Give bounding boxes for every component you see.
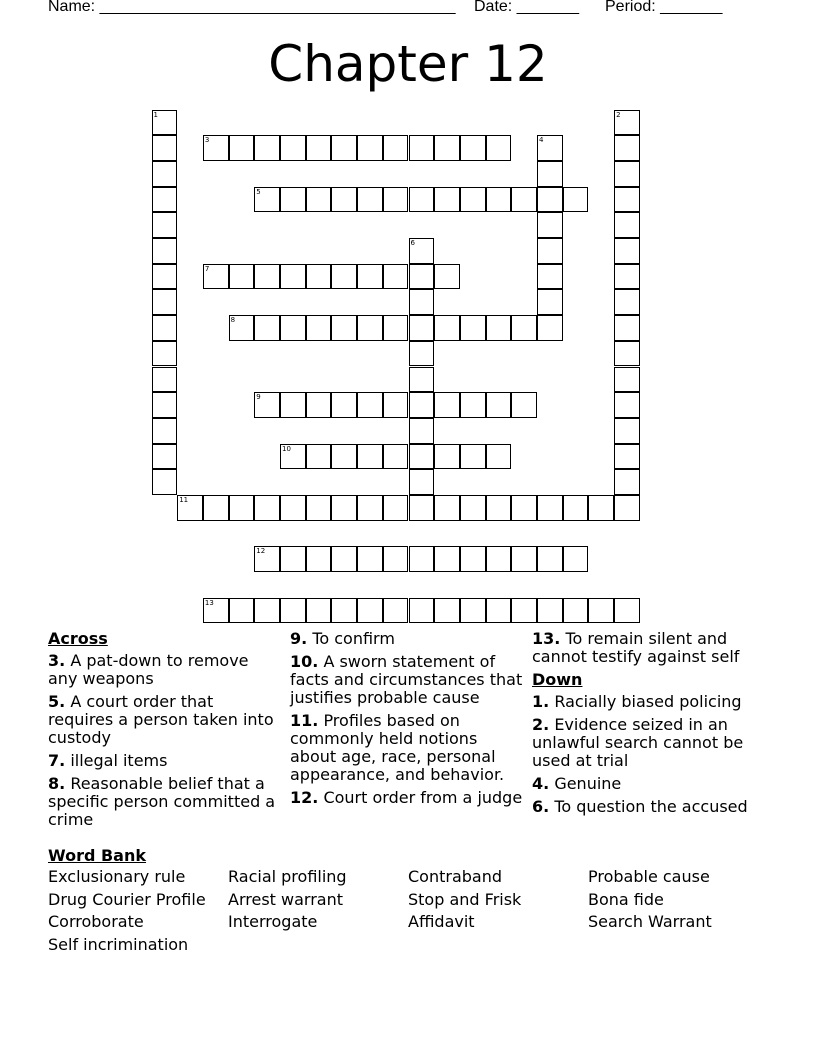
clue-number-label: 8 bbox=[230, 316, 236, 325]
crossword-cell[interactable] bbox=[229, 598, 255, 624]
crossword-cell[interactable] bbox=[460, 546, 486, 572]
crossword-cell[interactable] bbox=[614, 598, 640, 624]
crossword-cell[interactable] bbox=[357, 495, 383, 521]
clue-across-11: 11. Profiles based on commonly held notions about age, race, personal appearance, and behavior. bbox=[290, 711, 505, 784]
crossword-cell[interactable] bbox=[306, 392, 332, 418]
clue-across-7: 7. illegal items bbox=[48, 751, 168, 770]
crossword-cell[interactable] bbox=[254, 315, 280, 341]
crossword-cell[interactable] bbox=[203, 264, 229, 290]
crossword-cell[interactable] bbox=[152, 341, 178, 367]
crossword-cell[interactable] bbox=[306, 444, 332, 470]
clue-down-4: 4. Genuine bbox=[532, 774, 622, 793]
crossword-cell[interactable] bbox=[306, 187, 332, 213]
crossword-cell[interactable] bbox=[537, 264, 563, 290]
word-bank-heading: Word Bank bbox=[48, 846, 147, 865]
crossword-cell[interactable] bbox=[563, 495, 589, 521]
crossword-cell[interactable] bbox=[280, 264, 306, 290]
crossword-cell[interactable] bbox=[306, 546, 332, 572]
crossword-cell[interactable] bbox=[254, 187, 280, 213]
crossword-cell[interactable] bbox=[434, 135, 460, 161]
crossword-cell[interactable] bbox=[177, 495, 203, 521]
crossword-cell[interactable] bbox=[383, 495, 409, 521]
crossword-cell[interactable] bbox=[152, 315, 178, 341]
crossword-cell[interactable] bbox=[614, 341, 640, 367]
crossword-cell[interactable] bbox=[383, 264, 409, 290]
word-bank bbox=[48, 846, 788, 954]
across-clues-column-2 bbox=[290, 630, 526, 812]
crossword-cell[interactable] bbox=[357, 264, 383, 290]
crossword-cell[interactable] bbox=[537, 546, 563, 572]
crossword-cell[interactable] bbox=[409, 238, 435, 264]
word-bank-item: Bona fide bbox=[588, 889, 664, 909]
crossword-cell[interactable] bbox=[409, 392, 435, 418]
crossword-cell[interactable] bbox=[537, 135, 563, 161]
crossword-cell[interactable] bbox=[203, 495, 229, 521]
crossword-cell[interactable] bbox=[152, 187, 178, 213]
crossword-cell[interactable] bbox=[357, 546, 383, 572]
crossword-cell[interactable] bbox=[229, 495, 255, 521]
date-field[interactable]: Date: _______ bbox=[474, 0, 579, 15]
crossword-cell[interactable] bbox=[460, 444, 486, 470]
word-bank-list bbox=[48, 868, 788, 954]
crossword-cell[interactable] bbox=[331, 264, 357, 290]
crossword-cell[interactable] bbox=[280, 315, 306, 341]
crossword-cell[interactable] bbox=[357, 444, 383, 470]
crossword-cell[interactable] bbox=[409, 418, 435, 444]
crossword-cell[interactable] bbox=[152, 444, 178, 470]
crossword-cell[interactable] bbox=[152, 212, 178, 238]
word-bank-item: Probable cause bbox=[588, 867, 710, 886]
crossword-cell[interactable] bbox=[409, 315, 435, 341]
crossword-cell[interactable] bbox=[614, 264, 640, 290]
crossword-cell[interactable] bbox=[331, 495, 357, 521]
crossword-cell[interactable] bbox=[614, 212, 640, 238]
crossword-cell[interactable] bbox=[460, 495, 486, 521]
crossword-cell[interactable] bbox=[614, 367, 640, 393]
crossword-cell[interactable] bbox=[614, 418, 640, 444]
crossword-cell[interactable] bbox=[537, 187, 563, 213]
crossword-cell[interactable] bbox=[229, 135, 255, 161]
clue-number-label: 3 bbox=[204, 136, 210, 145]
crossword-cell[interactable] bbox=[383, 598, 409, 624]
crossword-cell[interactable] bbox=[383, 392, 409, 418]
word-bank-item: Arrest warrant bbox=[228, 889, 343, 909]
crossword-cell[interactable] bbox=[357, 392, 383, 418]
crossword-cell[interactable] bbox=[331, 546, 357, 572]
crossword-cell[interactable] bbox=[203, 135, 229, 161]
crossword-cell[interactable] bbox=[511, 495, 537, 521]
crossword-cell[interactable] bbox=[152, 264, 178, 290]
crossword-cell[interactable] bbox=[357, 135, 383, 161]
crossword-cell[interactable] bbox=[280, 598, 306, 624]
crossword-cell[interactable] bbox=[152, 418, 178, 444]
crossword-cell[interactable] bbox=[152, 289, 178, 315]
crossword-cell[interactable] bbox=[331, 444, 357, 470]
clue-number-label: 5 bbox=[256, 187, 261, 196]
crossword-cell[interactable] bbox=[409, 187, 435, 213]
clue-across-10: 10. A sworn statement of facts and circumstances that justifies probable cause bbox=[290, 652, 523, 707]
clue-down-6: 6. To question the accused bbox=[532, 797, 748, 816]
clue-number-label: 6 bbox=[410, 239, 415, 247]
clue-number-label: 7 bbox=[204, 264, 210, 273]
crossword-cell[interactable] bbox=[229, 315, 255, 341]
across-heading: Across bbox=[48, 629, 108, 648]
word-bank-item: Interrogate bbox=[228, 912, 318, 931]
crossword-cell[interactable] bbox=[588, 495, 614, 521]
crossword-cell[interactable] bbox=[306, 315, 332, 341]
word-bank-item: Corroborate bbox=[48, 912, 144, 931]
word-bank-item: Drug Courier Profile bbox=[48, 889, 206, 909]
crossword-cell[interactable] bbox=[409, 367, 435, 393]
crossword-cell[interactable] bbox=[460, 598, 486, 624]
crossword-cell[interactable] bbox=[152, 161, 178, 187]
crossword-cell[interactable] bbox=[229, 264, 255, 290]
crossword-cell[interactable] bbox=[460, 315, 486, 341]
crossword-cell[interactable] bbox=[434, 264, 460, 290]
crossword-cell[interactable] bbox=[383, 187, 409, 213]
crossword-cell[interactable] bbox=[614, 469, 640, 495]
crossword-cell[interactable] bbox=[460, 135, 486, 161]
crossword-cell[interactable] bbox=[537, 315, 563, 341]
clue-number-label: 12 bbox=[256, 547, 266, 556]
crossword-cell[interactable] bbox=[486, 135, 512, 161]
crossword-cell[interactable] bbox=[280, 135, 306, 161]
crossword-cell[interactable] bbox=[254, 392, 280, 418]
crossword-cell[interactable] bbox=[331, 315, 357, 341]
crossword-cell[interactable] bbox=[511, 392, 537, 418]
crossword-cell[interactable] bbox=[409, 135, 435, 161]
crossword-cell[interactable] bbox=[614, 161, 640, 187]
crossword-cell[interactable] bbox=[357, 187, 383, 213]
crossword-cell[interactable] bbox=[614, 289, 640, 315]
crossword-cell[interactable] bbox=[486, 392, 512, 418]
clue-number-label: 10 bbox=[282, 444, 291, 453]
crossword-cell[interactable] bbox=[460, 187, 486, 213]
word-bank-item: Stop and Frisk bbox=[408, 889, 522, 909]
crossword-cell[interactable] bbox=[331, 598, 357, 624]
crossword-cell[interactable] bbox=[383, 135, 409, 161]
crossword-cell[interactable] bbox=[306, 264, 332, 290]
crossword-cell[interactable] bbox=[331, 135, 357, 161]
crossword-cell[interactable] bbox=[331, 392, 357, 418]
crossword-cell[interactable] bbox=[280, 392, 306, 418]
crossword-cell[interactable] bbox=[486, 444, 512, 470]
crossword-cell[interactable] bbox=[280, 495, 306, 521]
crossword-cell[interactable] bbox=[434, 598, 460, 624]
clue-across-8: 8. Reasonable belief that a specific person committed a crime bbox=[48, 774, 276, 829]
crossword-cell[interactable] bbox=[588, 598, 614, 624]
crossword-cell[interactable] bbox=[152, 367, 178, 393]
crossword-cell[interactable] bbox=[614, 135, 640, 161]
word-bank-item: Affidavit bbox=[408, 912, 475, 931]
crossword-cell[interactable] bbox=[409, 289, 435, 315]
crossword-cell[interactable] bbox=[511, 315, 537, 341]
crossword-cell[interactable] bbox=[511, 187, 537, 213]
period-field[interactable]: Period: _______ bbox=[605, 0, 723, 15]
clue-across-5: 5. A court order that requires a person taken into custody bbox=[48, 692, 274, 747]
crossword-cell[interactable] bbox=[434, 495, 460, 521]
crossword-cell[interactable] bbox=[563, 546, 589, 572]
clue-number-label: 1 bbox=[153, 110, 158, 119]
down-heading: Down bbox=[532, 670, 583, 689]
crossword-cell[interactable] bbox=[563, 598, 589, 624]
crossword-cell[interactable] bbox=[511, 598, 537, 624]
crossword-cell[interactable] bbox=[614, 315, 640, 341]
crossword-cell[interactable] bbox=[409, 495, 435, 521]
crossword-cell[interactable] bbox=[383, 444, 409, 470]
crossword-cell[interactable] bbox=[152, 135, 178, 161]
crossword-cell[interactable] bbox=[152, 392, 178, 418]
crossword-cell[interactable] bbox=[486, 495, 512, 521]
crossword-cell[interactable] bbox=[563, 187, 589, 213]
crossword-cell[interactable] bbox=[434, 392, 460, 418]
crossword-cell[interactable] bbox=[434, 187, 460, 213]
clue-across-13: 13. To remain silent and cannot testify against self bbox=[532, 629, 740, 666]
crossword-cell[interactable] bbox=[409, 598, 435, 624]
crossword-cell[interactable] bbox=[409, 444, 435, 470]
crossword-cell[interactable] bbox=[254, 264, 280, 290]
crossword-cell[interactable] bbox=[357, 598, 383, 624]
across-clues-column-1 bbox=[48, 630, 280, 834]
crossword-cell[interactable] bbox=[486, 546, 512, 572]
crossword-cell[interactable] bbox=[280, 187, 306, 213]
crossword-cell[interactable] bbox=[434, 444, 460, 470]
crossword-cell[interactable] bbox=[254, 495, 280, 521]
word-bank-item: Search Warrant bbox=[588, 912, 712, 931]
crossword-cell[interactable] bbox=[614, 110, 640, 136]
crossword-cell[interactable] bbox=[460, 392, 486, 418]
name-field[interactable]: Name: ________________________________________ bbox=[48, 0, 456, 15]
crossword-cell[interactable] bbox=[383, 315, 409, 341]
crossword-cell[interactable] bbox=[152, 469, 178, 495]
clue-across-3: 3. A pat-down to remove any weapons bbox=[48, 651, 249, 688]
crossword-cell[interactable] bbox=[434, 546, 460, 572]
crossword-cell[interactable] bbox=[614, 495, 640, 521]
clue-number-label: 2 bbox=[616, 110, 621, 119]
crossword-cell[interactable] bbox=[537, 161, 563, 187]
crossword-cell[interactable] bbox=[537, 495, 563, 521]
crossword-cell[interactable] bbox=[537, 212, 563, 238]
crossword-cell[interactable] bbox=[614, 392, 640, 418]
crossword-cell[interactable] bbox=[152, 110, 178, 136]
crossword-cell[interactable] bbox=[152, 238, 178, 264]
crossword-cell[interactable] bbox=[614, 187, 640, 213]
crossword-cell[interactable] bbox=[357, 315, 383, 341]
crossword-cell[interactable] bbox=[614, 444, 640, 470]
crossword-cell[interactable] bbox=[486, 187, 512, 213]
crossword-cell[interactable] bbox=[254, 598, 280, 624]
crossword-cell[interactable] bbox=[331, 187, 357, 213]
crossword-cell[interactable] bbox=[254, 135, 280, 161]
clue-number-label: 13 bbox=[204, 598, 214, 607]
clue-down-1: 1. Racially biased policing bbox=[532, 692, 742, 711]
crossword-cell[interactable] bbox=[306, 495, 332, 521]
word-bank-item: Exclusionary rule bbox=[48, 867, 186, 886]
crossword-cell[interactable] bbox=[434, 315, 460, 341]
crossword-cell[interactable] bbox=[511, 546, 537, 572]
clue-number-label: 9 bbox=[256, 393, 261, 402]
crossword-cell[interactable] bbox=[254, 546, 280, 572]
crossword-cell[interactable] bbox=[486, 315, 512, 341]
crossword-cell[interactable] bbox=[280, 546, 306, 572]
clue-number-label: 11 bbox=[179, 496, 189, 504]
crossword-cell[interactable] bbox=[280, 444, 306, 470]
clue-number-label: 4 bbox=[539, 136, 544, 145]
crossword-cell[interactable] bbox=[409, 546, 435, 572]
page-title: Chapter 12 bbox=[268, 35, 548, 93]
crossword-cell[interactable] bbox=[409, 341, 435, 367]
clues-column-3 bbox=[532, 630, 762, 821]
crossword-cell[interactable] bbox=[537, 289, 563, 315]
clue-across-12: 12. Court order from a judge bbox=[290, 788, 523, 807]
clue-down-2: 2. Evidence seized in an unlawful search cannot be used at trial bbox=[532, 715, 744, 770]
word-bank-item: Contraband bbox=[408, 867, 503, 886]
word-bank-item: Self incrimination bbox=[48, 934, 189, 954]
crossword-cell[interactable] bbox=[306, 598, 332, 624]
crossword-cell[interactable] bbox=[306, 135, 332, 161]
word-bank-item: Racial profiling bbox=[228, 867, 347, 886]
crossword-cell[interactable] bbox=[486, 598, 512, 624]
crossword-cell[interactable] bbox=[537, 238, 563, 264]
crossword-cell[interactable] bbox=[614, 238, 640, 264]
crossword-cell[interactable] bbox=[383, 546, 409, 572]
crossword-cell[interactable] bbox=[409, 469, 435, 495]
crossword-cell[interactable] bbox=[409, 264, 435, 290]
clue-across-9: 9. To confirm bbox=[290, 629, 395, 648]
crossword-cell[interactable] bbox=[537, 598, 563, 624]
crossword-cell[interactable] bbox=[203, 598, 229, 624]
